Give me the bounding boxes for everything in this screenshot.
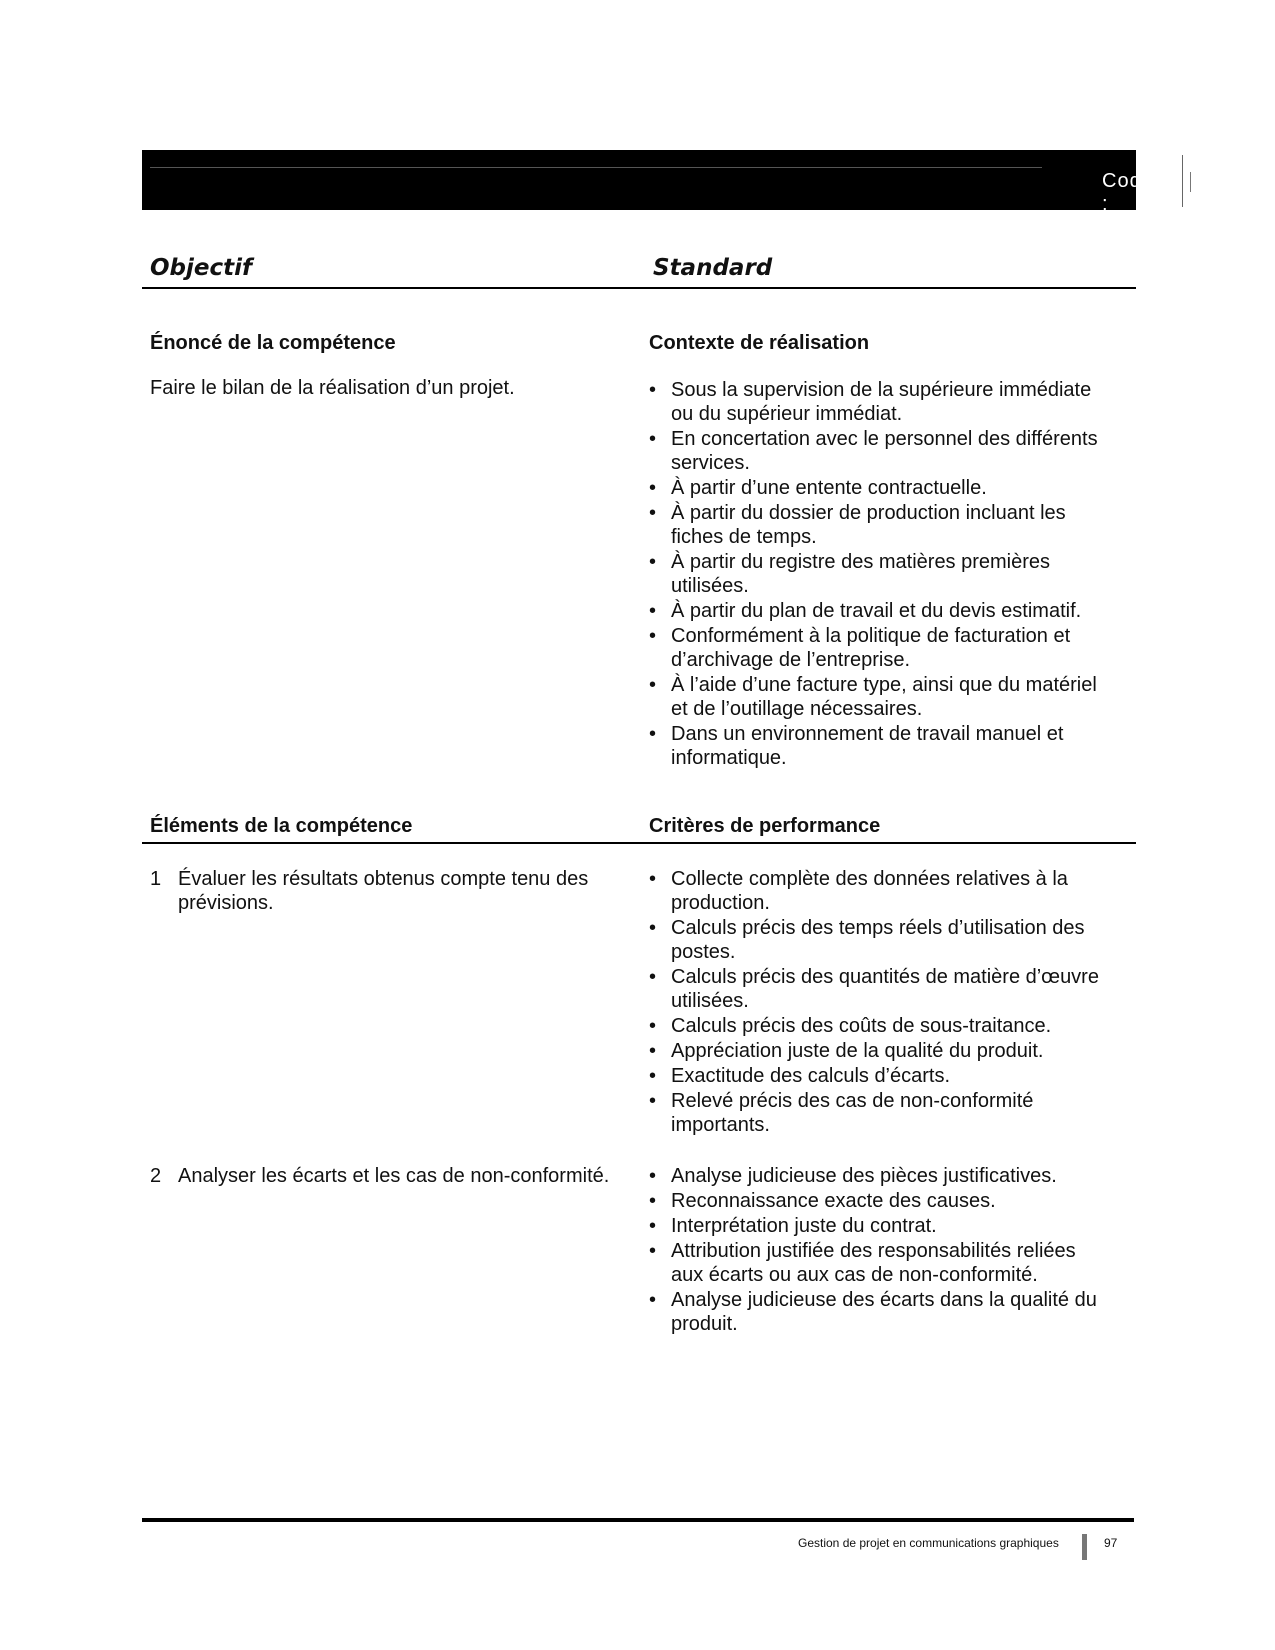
contexte-heading: Contexte de réalisation xyxy=(649,332,870,354)
element-1 xyxy=(150,867,630,915)
list-item: • Calculs précis des quantités de matière d’œuvre utilisées. xyxy=(649,965,1109,1013)
list-item: • Calculs précis des temps réels d’utilisation des postes. xyxy=(649,916,1109,964)
code-label: Code : xyxy=(1102,170,1154,215)
criteres-heading: Critères de performance xyxy=(649,815,881,837)
footer-bar xyxy=(1082,1534,1087,1560)
list-item: • Collecte complète des données relatives à la production. xyxy=(649,867,1109,915)
page-number: 97 xyxy=(1104,1536,1118,1550)
element-text: Évaluer les résultats obtenus compte tenu des prévisions. xyxy=(178,868,589,914)
list-item: • Attribution justifiée des responsabilités reliées aux écarts ou aux cas de non-conformité. xyxy=(649,1239,1109,1287)
list-item: • Sous la supervision de la supérieure immédiate ou du supérieur immédiat. xyxy=(649,378,1109,426)
elements-rule xyxy=(142,842,1136,844)
code-value: 041N xyxy=(1218,170,1270,192)
list-item: • Calculs précis des coûts de sous-traitance. xyxy=(649,1014,1109,1038)
list-item: • À partir du dossier de production incluant les fiches de temps. xyxy=(649,501,1109,549)
list-item: • À l’aide d’une facture type, ainsi que du matériel et de l’outillage nécessaires. xyxy=(649,673,1109,721)
elements-heading: Éléments de la compétence xyxy=(150,815,413,837)
enonce-heading: Énoncé de la compétence xyxy=(150,332,396,354)
enonce-text: Faire le bilan de la réalisation d’un projet. xyxy=(150,377,515,399)
list-item: • Relevé précis des cas de non-conformité importants. xyxy=(649,1089,1109,1137)
code-header-bar xyxy=(142,150,1270,215)
list-item: • Analyse judicieuse des pièces justificatives. xyxy=(649,1164,1109,1188)
contexte-list xyxy=(649,378,1109,771)
list-item: • À partir du registre des matières premières utilisées. xyxy=(649,550,1109,598)
element-2 xyxy=(150,1164,640,1188)
list-item: • Dans un environnement de travail manuel et informatique. xyxy=(649,722,1109,770)
footer-rule xyxy=(142,1518,1134,1522)
element-text: Analyser les écarts et les cas de non-conformité. xyxy=(178,1165,610,1187)
list-item: • Appréciation juste de la qualité du produit. xyxy=(649,1039,1109,1063)
element-number: 2 xyxy=(150,1165,162,1187)
list-item: • En concertation avec le personnel des différents services. xyxy=(649,427,1109,475)
criteres-list-1 xyxy=(649,867,1109,1138)
list-item: • À partir du plan de travail et du devis estimatif. xyxy=(649,599,1109,623)
list-item: • À partir d’une entente contractuelle. xyxy=(649,476,1109,500)
header-separator xyxy=(1182,155,1183,207)
list-item: • Conformément à la politique de facturation et d’archivage de l’entreprise. xyxy=(649,624,1109,672)
column-title-standard: Standard xyxy=(653,255,773,281)
list-item: • Analyse judicieuse des écarts dans la qualité du produit. xyxy=(649,1288,1109,1336)
element-number: 1 xyxy=(150,868,162,890)
footer-title: Gestion de projet en communications graphiques xyxy=(798,1536,1059,1550)
column-title-objectif: Objectif xyxy=(150,255,253,281)
title-rule xyxy=(142,287,1136,289)
criteres-list-2 xyxy=(649,1164,1109,1337)
list-item: • Reconnaissance exacte des causes. xyxy=(649,1189,1109,1213)
list-item: • Exactitude des calculs d’écarts. xyxy=(649,1064,1109,1088)
list-item: • Interprétation juste du contrat. xyxy=(649,1214,1109,1238)
code-box-edge xyxy=(1190,172,1191,192)
header-inner-rule xyxy=(150,167,1042,168)
